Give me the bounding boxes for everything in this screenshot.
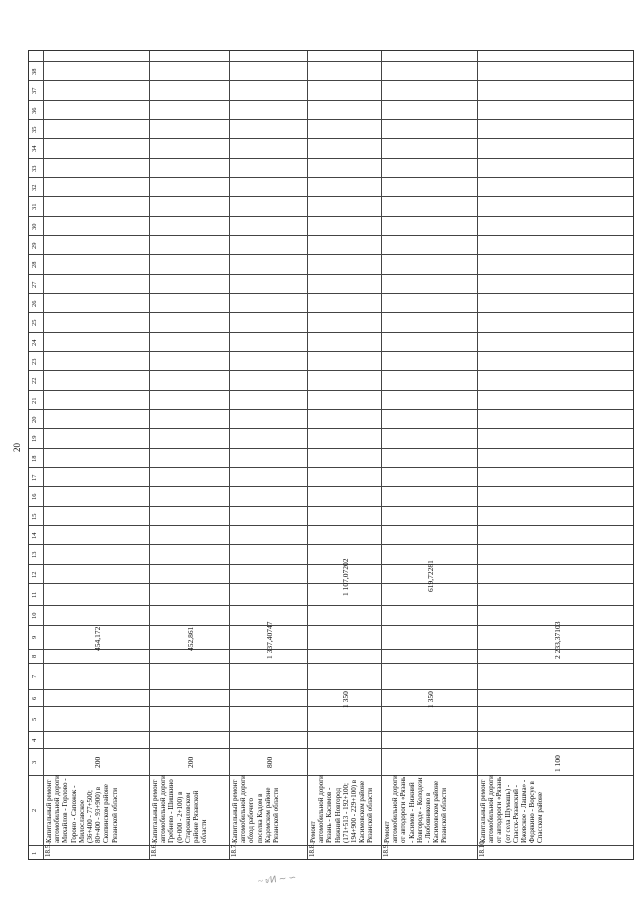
value-col-3: 200 [186,756,195,768]
row-number: 18.7. [230,843,238,857]
column-divider [29,448,633,449]
column-divider [29,625,633,626]
column-divider [29,216,633,217]
column-number: 18 [31,455,38,462]
budget-table [28,50,634,860]
column-number: 14 [31,532,38,539]
column-number: 11 [31,591,38,598]
column-number: 6 [31,696,38,700]
column-divider [29,254,633,255]
column-number: 9 [31,635,38,639]
column-divider [29,409,633,410]
value-col-3: 200 [93,756,102,768]
column-divider [29,61,633,62]
column-number: 2 [31,808,38,812]
column-number: 33 [31,165,38,172]
row-number: 18.10. [478,839,486,857]
column-divider [29,332,633,333]
value-col-6: 1 350 [426,690,435,708]
column-divider [29,293,633,294]
value-col-9: 1 337,40747 [265,621,274,659]
column-number: 5 [31,717,38,721]
column-divider [29,370,633,371]
column-number: 30 [31,223,38,230]
column-number: 36 [31,107,38,114]
value-col-9: 2 233,37103 [553,621,562,659]
column-divider [29,663,633,664]
column-number: 17 [31,474,38,481]
column-number: 26 [31,300,38,307]
row-divider [43,51,44,859]
object-name: Капитальный ремонт автомобильной дороги от автодороги «Рязань (от села Шумашь) - Спасск-Рязанский - Ижевское - Лашма» - Федякино - Ворсуе в Спасском районе [479,775,545,843]
value-col-3: 800 [265,756,274,768]
column-divider [29,706,633,707]
column-divider [29,467,633,468]
column-divider [29,845,633,846]
column-divider [29,583,633,584]
column-number: 7 [31,674,38,678]
row-number: 18.6. [150,843,158,857]
row-number: 18.9. [382,843,390,857]
column-divider [29,748,633,749]
object-name: Капитальный ремонт автомобильной дороги обход рабочего поселка Кадом в Кадомском районе Рязанской области [231,775,281,843]
column-divider [29,196,633,197]
column-divider [29,486,633,487]
column-divider [29,525,633,526]
column-divider [29,100,633,101]
value-col-3: 1 100 [553,754,562,772]
value-col-9: 454,172 [93,626,102,651]
column-number: 22 [31,377,38,384]
object-name: Капитальный ремонт автомобильной дороги Михайлов - Горлово - Гороно - Сапожок - Милославское (36+400 - 77+500; 80+400 - 93+900) в Скопинском районе Рязанской области [45,775,119,843]
object-name: Ремонт автомобильной дороги от автодороги «Рязань - Касимов - Нижний Новгород» - Колодези - Любовниково в Касимовском районе Рязанской области [383,775,449,843]
object-name: Ремонт автомобильной дороги Рязань - Касимов - Нижний Новгород (171+513 - 192+100; 194+900 - 229+100) в Касимовском районе Рязанской области [309,775,375,843]
column-number: 16 [31,493,38,500]
column-divider [29,274,633,275]
column-number: 4 [31,738,38,742]
column-number: 12 [31,571,38,578]
object-name: Капитальный ремонт автомобильной дороги Гребнево - Шишкино (0+000 - 2+100) в Старожиловском районе Рязанской области [151,775,209,843]
row-divider [307,51,308,859]
column-number: 25 [31,319,38,326]
column-number: 10 [31,612,38,619]
value-col-12: 619,72281 [426,559,435,592]
column-number: 31 [31,203,38,210]
column-divider [29,390,633,391]
column-divider [29,731,633,732]
column-number: 13 [31,551,38,558]
value-col-12: 1 107,07202 [341,558,350,596]
column-divider [29,312,633,313]
row-number: 18.8. [308,843,316,857]
column-number: 35 [31,126,38,133]
column-divider [29,544,633,545]
column-divider [29,564,633,565]
value-col-9: 452,861 [186,626,195,651]
column-divider [29,649,633,650]
column-divider [29,351,633,352]
column-divider [29,177,633,178]
column-divider [29,80,633,81]
page-number: 20 [12,443,22,452]
column-number: 38 [31,68,38,75]
handwritten-signature: ~ ৶ⵍ ∼ ∽ [257,872,297,886]
column-divider [29,689,633,690]
row-divider [229,51,230,859]
column-number: 34 [31,145,38,152]
column-number: 28 [31,261,38,268]
column-number: 15 [31,513,38,520]
column-number: 8 [31,654,38,658]
column-divider [29,235,633,236]
column-number: 19 [31,435,38,442]
value-col-6: 1 350 [341,690,350,708]
column-number: 1 [31,851,38,855]
row-divider [381,51,382,859]
column-divider [29,158,633,159]
row-divider [477,51,478,859]
column-number: 24 [31,339,38,346]
column-number: 27 [31,281,38,288]
column-divider [29,119,633,120]
column-number: 20 [31,416,38,423]
row-number: 18.5. [44,843,52,857]
column-number: 37 [31,87,38,94]
column-divider [29,506,633,507]
column-divider [29,605,633,606]
column-number: 23 [31,358,38,365]
column-number: 29 [31,242,38,249]
column-number: 3 [31,760,38,764]
column-divider [29,138,633,139]
row-divider [149,51,150,859]
column-divider [29,428,633,429]
column-number: 32 [31,184,38,191]
column-number: 21 [31,397,38,404]
